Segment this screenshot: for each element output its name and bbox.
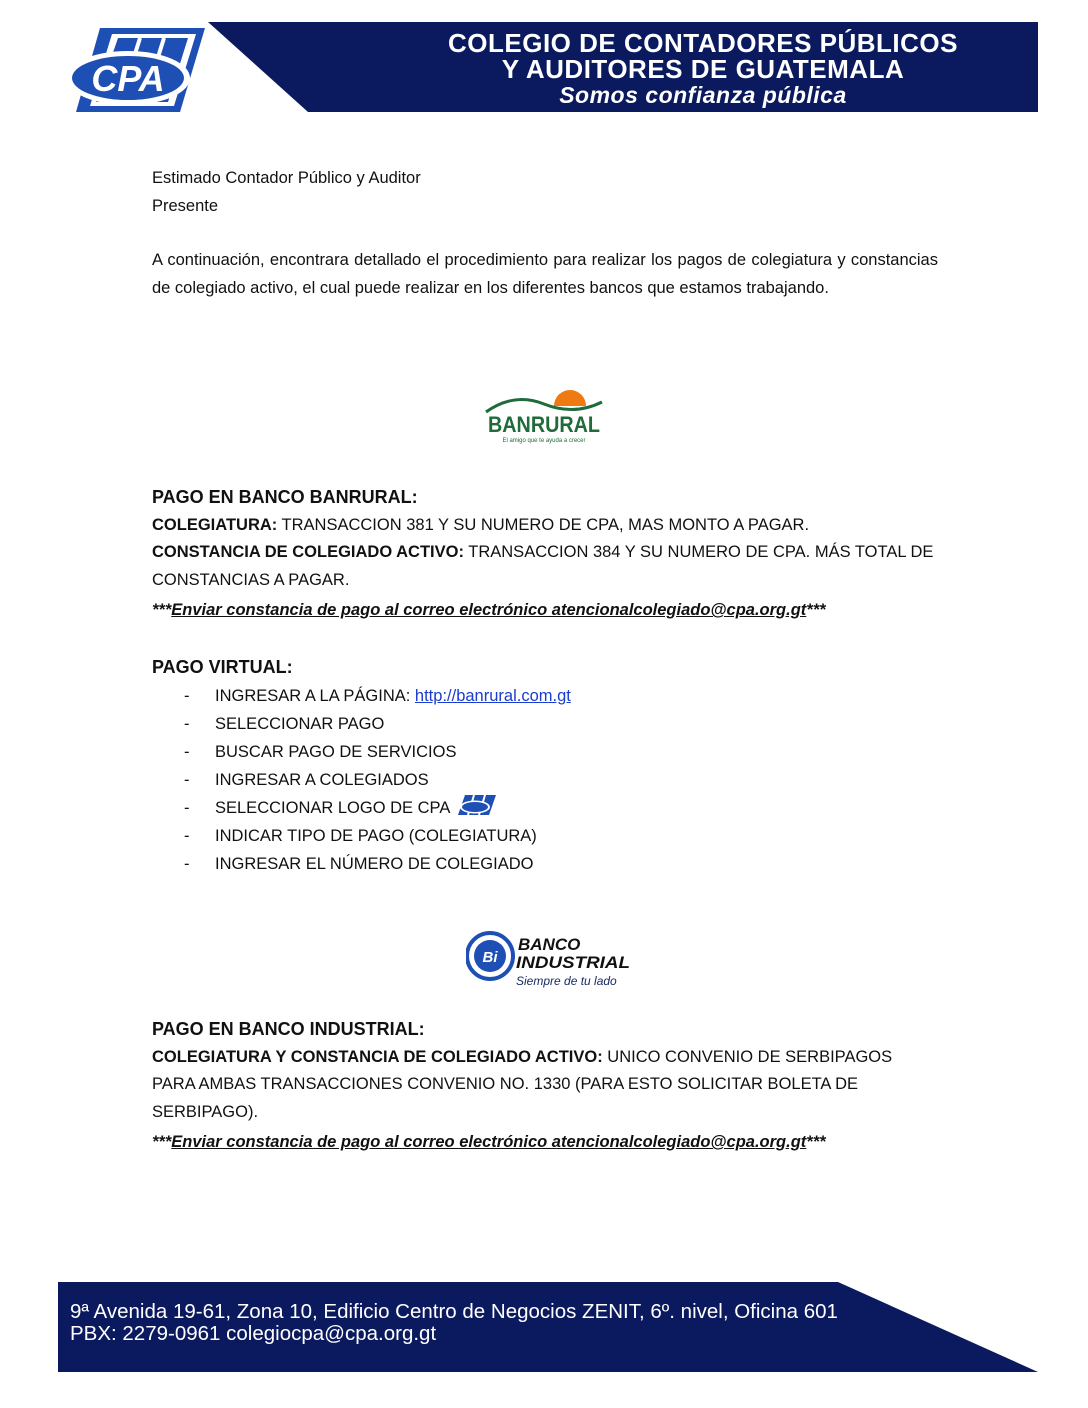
banrural-colegiatura-text: TRANSACCION 381 Y SU NUMERO DE CPA, MAS MONTO A PAGAR. bbox=[277, 515, 810, 534]
industrial-section bbox=[152, 1016, 938, 1157]
header-banner bbox=[58, 22, 1038, 112]
footer-address: 9ª Avenida 19-61, Zona 10, Edificio Centro de Negocios ZENIT, 6º. nivel, Oficina 601 bbox=[70, 1300, 838, 1323]
note-prefix: *** bbox=[152, 601, 172, 619]
bi-logo-line1: BANCO bbox=[518, 935, 581, 954]
banrural-constancia bbox=[152, 539, 938, 594]
header-title-line1: COLEGIO DE CONTADORES PÚBLICOS bbox=[448, 28, 958, 58]
footer-contact: PBX: 2279-0961 colegiocpa@cpa.org.gt bbox=[70, 1322, 437, 1345]
industrial-section-title: PAGO EN BANCO INDUSTRIAL: bbox=[152, 1019, 425, 1039]
footer-text bbox=[70, 1301, 838, 1345]
list-item bbox=[184, 850, 784, 878]
list-dash: - bbox=[184, 855, 190, 873]
step-3-text: BUSCAR PAGO DE SERVICIOS bbox=[215, 743, 457, 761]
step-1-text: INGRESAR A LA PÁGINA: bbox=[215, 687, 415, 705]
list-dash: - bbox=[184, 799, 190, 817]
list-dash: - bbox=[184, 715, 190, 733]
note-suffix: *** bbox=[806, 1133, 826, 1151]
banrural-logo-name: BANRURAL bbox=[488, 412, 600, 437]
note-prefix: *** bbox=[152, 1133, 172, 1151]
step-7-text: INGRESAR EL NÚMERO DE COLEGIADO bbox=[215, 855, 534, 873]
banco-industrial-logo-icon bbox=[466, 928, 636, 992]
list-dash: - bbox=[184, 771, 190, 789]
header-title-block bbox=[398, 30, 1008, 108]
list-dash: - bbox=[184, 827, 190, 845]
bi-logo-badge: Bi bbox=[482, 949, 498, 966]
list-item bbox=[184, 794, 784, 822]
banrural-section-title: PAGO EN BANCO BANRURAL: bbox=[152, 487, 418, 507]
list-dash: - bbox=[184, 687, 190, 705]
banrural-section bbox=[152, 484, 938, 625]
step-5-text: SELECCIONAR LOGO DE CPA bbox=[215, 799, 450, 817]
banrural-email-note bbox=[152, 597, 938, 625]
header-title-line2: Y AUDITORES DE GUATEMALA bbox=[501, 54, 905, 84]
banrural-colegiatura bbox=[152, 512, 938, 540]
step-2-text: SELECCIONAR PAGO bbox=[215, 715, 385, 733]
list-item bbox=[184, 710, 784, 738]
list-dash: - bbox=[184, 743, 190, 761]
bi-logo-line2: INDUSTRIAL bbox=[516, 953, 630, 972]
cpa-small-logo-icon bbox=[457, 794, 497, 816]
list-item bbox=[184, 738, 784, 766]
intro-paragraph: A continuación, encontrara detallado el procedimiento para realizar los pagos de colegiatura y constancias de colegiado activo, el cual puede realizar en los diferentes bancos que estamos trabajando. bbox=[152, 251, 938, 297]
industrial-label: COLEGIATURA Y CONSTANCIA DE COLEGIADO ACTIVO: bbox=[152, 1047, 603, 1066]
banrural-colegiatura-label: COLEGIATURA: bbox=[152, 515, 278, 534]
bi-logo-tagline: Siempre de tu lado bbox=[516, 974, 617, 988]
banrural-link[interactable]: http://banrural.com.gt bbox=[414, 687, 571, 705]
virtual-steps-list bbox=[184, 682, 784, 878]
step-4-text: INGRESAR A COLEGIADOS bbox=[215, 771, 429, 789]
cpa-logo-icon bbox=[60, 24, 210, 116]
cpa-logo-text: CPA bbox=[91, 58, 165, 99]
list-item bbox=[184, 822, 784, 850]
greeting bbox=[152, 165, 938, 220]
footer-banner bbox=[58, 1282, 1038, 1372]
virtual-title: PAGO VIRTUAL: bbox=[152, 657, 293, 677]
step-6-text: INDICAR TIPO DE PAGO (COLEGIATURA) bbox=[215, 827, 537, 845]
greeting-line1: Estimado Contador Público y Auditor bbox=[152, 169, 421, 187]
industrial-text: UNICO CONVENIO DE SERBIPAGOS PARA AMBAS TRANSACCIONES CONVENIO NO. 1330 (PARA ESTO SOLICITAR BOLETA DE SERBIPAGO). bbox=[152, 1047, 893, 1121]
banrural-logo-icon bbox=[484, 384, 604, 446]
banrural-logo-tagline: El amigo que te ayuda a crecer bbox=[502, 438, 586, 444]
list-item bbox=[184, 766, 784, 794]
banrural-email-note-text: Enviar constancia de pago al correo electrónico atencionalcolegiado@cpa.org.gt bbox=[171, 601, 807, 619]
banco-industrial-logo bbox=[466, 928, 636, 992]
virtual-section-title bbox=[152, 654, 938, 682]
industrial-email-note-text: Enviar constancia de pago al correo electrónico atencionalcolegiado@cpa.org.gt bbox=[171, 1133, 807, 1151]
banrural-logo bbox=[484, 384, 604, 446]
list-item bbox=[184, 682, 784, 710]
greeting-line2: Presente bbox=[152, 196, 219, 215]
industrial-email-note bbox=[152, 1129, 938, 1157]
header-slogan: Somos confianza pública bbox=[559, 82, 847, 108]
banrural-constancia-label: CONSTANCIA DE COLEGIADO ACTIVO: bbox=[152, 543, 464, 561]
banrural-constancia-text: TRANSACCION 384 Y SU NUMERO DE CPA. MÁS TOTAL DE CONSTANCIAS A PAGAR. bbox=[152, 543, 934, 589]
industrial-details bbox=[152, 1044, 938, 1127]
note-suffix: *** bbox=[806, 601, 826, 619]
